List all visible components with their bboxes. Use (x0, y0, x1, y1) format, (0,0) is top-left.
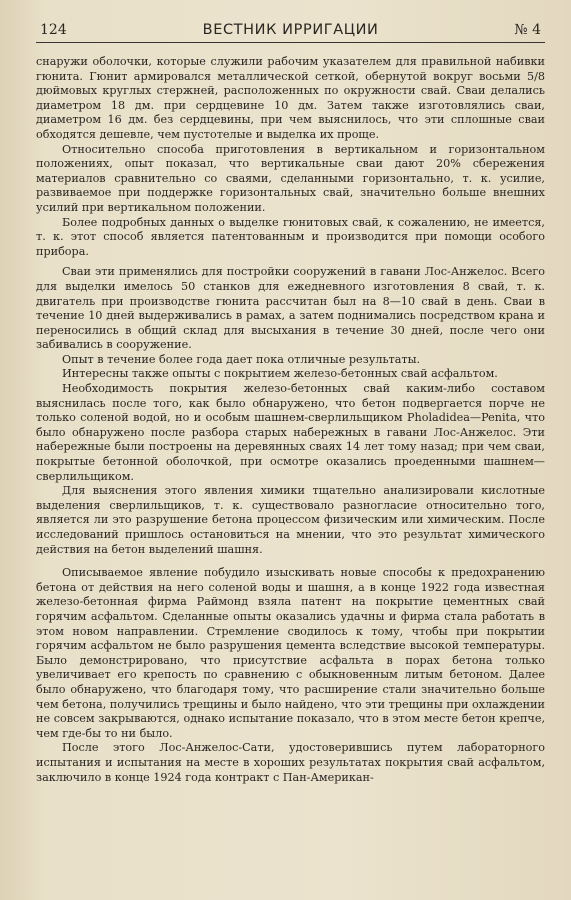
running-header (36, 22, 545, 43)
page-number: 124 (40, 22, 67, 38)
paragraph-10: После этого Лос-Анжелос-Сати, удостоверившись путем лабораторного испытания и испытания на месте в хороших результатах покрытия свай асфальтом, заключило в конце 1924 года контракт с Пан-Американ- (36, 741, 545, 784)
paragraph-2: Относительно способа приготовления в вертикальном и горизонтальном положениях, опыт показал, что вертикальные сваи дают 20% сбережения материалов сравнительно со сваями, сделанными горизонтально, т. к. усилие, развиваемое при поддержке горизонтальных свай, значительно больше внешних усилий при вертикальном положении. (36, 142, 545, 214)
paragraph-1: снаружи оболочки, которые служили рабочим указателем для правильной набивки гюнита. Гюнит армировался металлической сеткой, обернутой вокруг восьми 5/8 дюймовых круглых стержней, расположенных по окружности свай. Сваи делались диаметром 18 дм. при сердцевине 10 дм. Затем также изготовлялись сваи, диаметром 16 дм. без сердцевины, при чем выяснилось, что эти сплошные сваи обходятся дешевле, чем пустотелые и выделка их проще. (36, 55, 545, 141)
paragraph-6: Интересны также опыты с покрытием железо-бетонных свай асфальтом. (62, 367, 498, 381)
paragraph-8: Для выяснения этого явления химики тщательно анализировали кислотные выделения сверлильщиков, т. к. существовало разногласие относительно того, является ли это разрушение бетона процессом физическим или химическим. После исследований пришлось остановиться на мнении, что это результат химического действия на бетон выделений шашня. (36, 484, 545, 556)
paragraph-4: Сваи эти применялись для постройки сооружений в гавани Лос-Анжелос. Всего для выделки имелось 50 станков для ежедневного изготовления 8 свай, т. к. двигатель при производстве гюнита рассчитан был на 8—10 свай в день. Сваи в течение 10 дней выдерживались в рамах, а затем поднимались посредством крана и переносились в общий склад для высыхания в течение 30 дней, после чего они забивались в сооружение. (36, 265, 545, 352)
paragraph-5: Опыт в течение более года дает пока отличные результаты. (62, 352, 421, 366)
article-body (36, 55, 545, 785)
issue-number: № 4 (514, 22, 541, 38)
journal-title: ВЕСТНИК ИРРИГАЦИИ (202, 22, 379, 38)
paragraph-7: Необходимость покрытия железо-бетонных свай каким-либо составом выяснилась после того, как было обнаружено, что бетон подвергается порче не только соленой водой, но и особым шашнем-сверлильщиком Pholadidea—Penita, что было обнаружено после разбора старых набережных в гавани Лос-Анжелос. Эти набережные были построены на деревянных сваях 14 лет тому назад; при чем сваи, покрытые бетонной оболочкой, при осмотре оказались проеденными шашнем—сверлильщиком. (36, 382, 545, 483)
paragraph-9: Описываемое явление побудило изыскивать новые способы к предохранению бетона от действия на него соленой воды и шашня, а в конце 1922 года известная железо-бетонная фирма Раймонд взяла патент на покрытие цементных свай горячим асфальтом. Сделанные опыты оказались удачны и фирма стала работать в этом новом направлении. Стремление сводилось к тому, чтобы при покрытии горячим асфальтом не было разрушения цемента вследствие высокой температуры. Было демонстрировано, что присутствие асфальта в порах бетона только увеличивает его крепость по сравнению с обыкновенным литым бетоном. Далее было обнаружено, что благодаря тому, что расширение стали значительно больше чем бетона, получились трещины и было найдено, что эти трещины при охлаждении не совсем закрываются, однако испытание показало, что в этом месте бетон крепче, чем где-бы то ни было. (36, 566, 545, 740)
paragraph-3: Более подробных данных о выделке гюнитовых свай, к сожалению, не имеется, т. к. этот способ является патентованным и производится при помощи особого прибора. (36, 215, 545, 258)
